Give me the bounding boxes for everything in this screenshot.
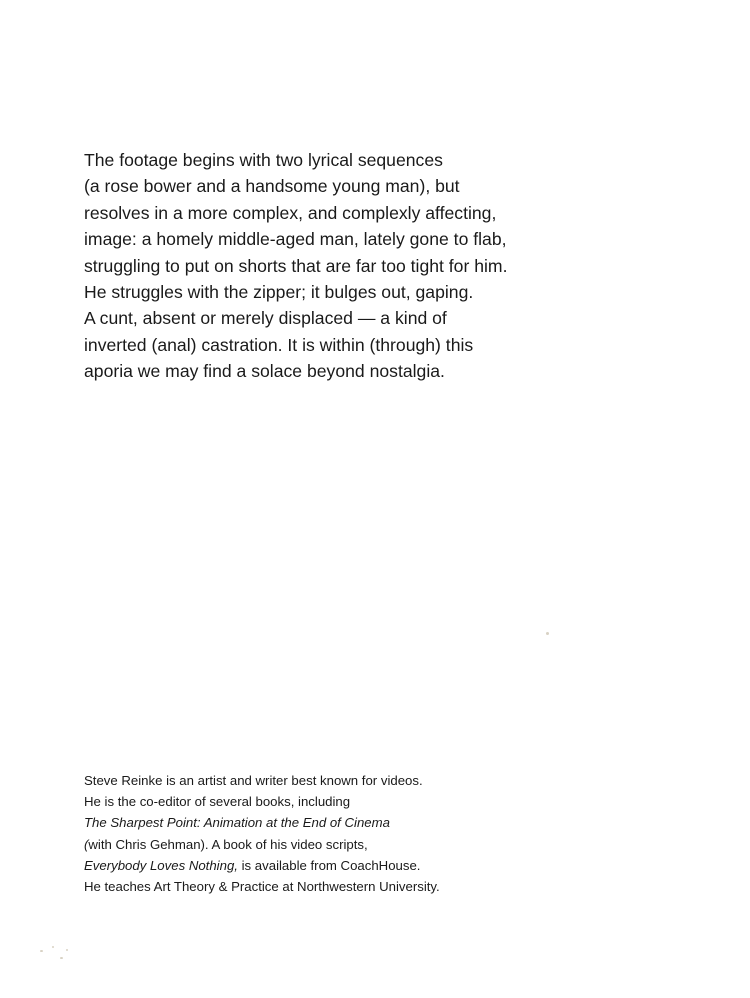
paper-speck: [40, 950, 43, 952]
bio-line: He teaches Art Theory & Practice at Northwestern University.: [84, 879, 440, 895]
book-title-everybody-loves-nothing: Everybody Loves Nothing,: [84, 857, 238, 873]
essay-line: A cunt, absent or merely displaced — a kind of: [84, 308, 447, 329]
paper-speck: [66, 949, 68, 951]
book-title-sharpest-point: The Sharpest Point: Animation at the End of Cinema: [84, 815, 390, 831]
essay-line: aporia we may find a solace beyond nostalgia.: [84, 361, 445, 382]
essay-line: The footage begins with two lyrical sequences: [84, 150, 443, 170]
bio-line-text: with Chris Gehman). A book of his video scripts,: [88, 836, 368, 852]
paper-speck: [546, 632, 549, 635]
bio-line-text: is available from CoachHouse.: [237, 857, 421, 873]
bio-line: He is the co-editor of several books, including: [84, 794, 351, 810]
essay-line: struggling to put on shorts that are far too tight for him.: [84, 255, 508, 276]
paper-speck: [60, 957, 63, 959]
essay-line: (a rose bower and a handsome young man), but: [84, 176, 460, 197]
italic-paren: (: [84, 836, 89, 852]
essay-line: He struggles with the zipper; it bulges out, gaping.: [84, 282, 474, 303]
author-bio: [84, 770, 684, 897]
paper-speck: [52, 946, 54, 948]
essay-line: image: a homely middle-aged man, lately gone to flab,: [84, 229, 507, 250]
bio-line: [84, 855, 684, 876]
essay-paragraph: [84, 147, 684, 385]
bio-line: [84, 834, 684, 855]
bio-line: Steve Reinke is an artist and writer best known for videos.: [84, 773, 423, 788]
essay-line: resolves in a more complex, and complexly affecting,: [84, 202, 497, 223]
essay-line: inverted (anal) castration. It is within (through) this: [84, 334, 474, 355]
